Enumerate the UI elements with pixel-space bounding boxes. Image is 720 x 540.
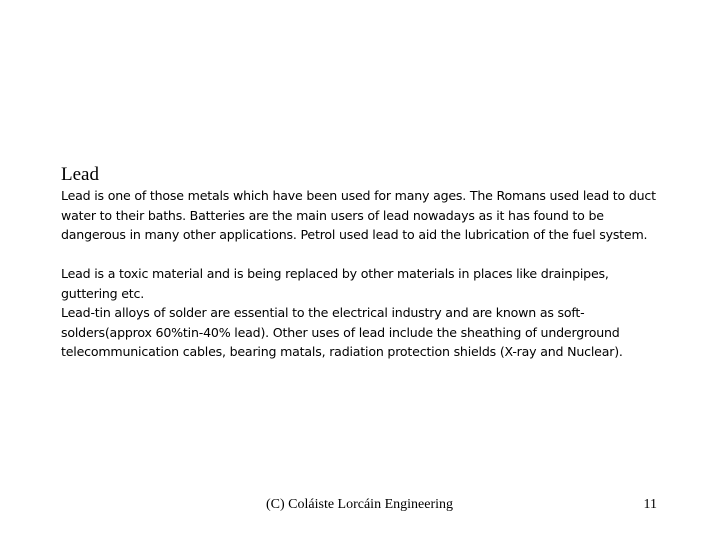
slide-title: Lead — [61, 164, 99, 185]
paragraph-history: Lead is one of those metals which have been used for many ages. The Romans used lead to duct water to their baths. Batteries are the main users of lead nowadays as it has found to be dangerous in many other applications. Petrol used lead to aid the lubrication of the fuel system. — [61, 188, 656, 242]
paragraph-toxicity: Lead is a toxic material and is being replaced by other materials in places like drainpipes, guttering etc. — [61, 266, 609, 301]
paragraph-uses: Lead-tin alloys of solder are essential to the electrical industry and are known as soft-solders(approx 60%tin-40% lead). Other uses of lead include the sheathing of underground telecommunication cables, bearing matals, radiation protection shields (X-ray and Nuclear). — [61, 305, 623, 359]
footer-text: (C) Coláiste Lorcáin Engineering — [266, 497, 453, 512]
slide-body — [61, 186, 661, 362]
page-number: 11 — [643, 497, 657, 512]
slide-footer — [0, 495, 720, 515]
